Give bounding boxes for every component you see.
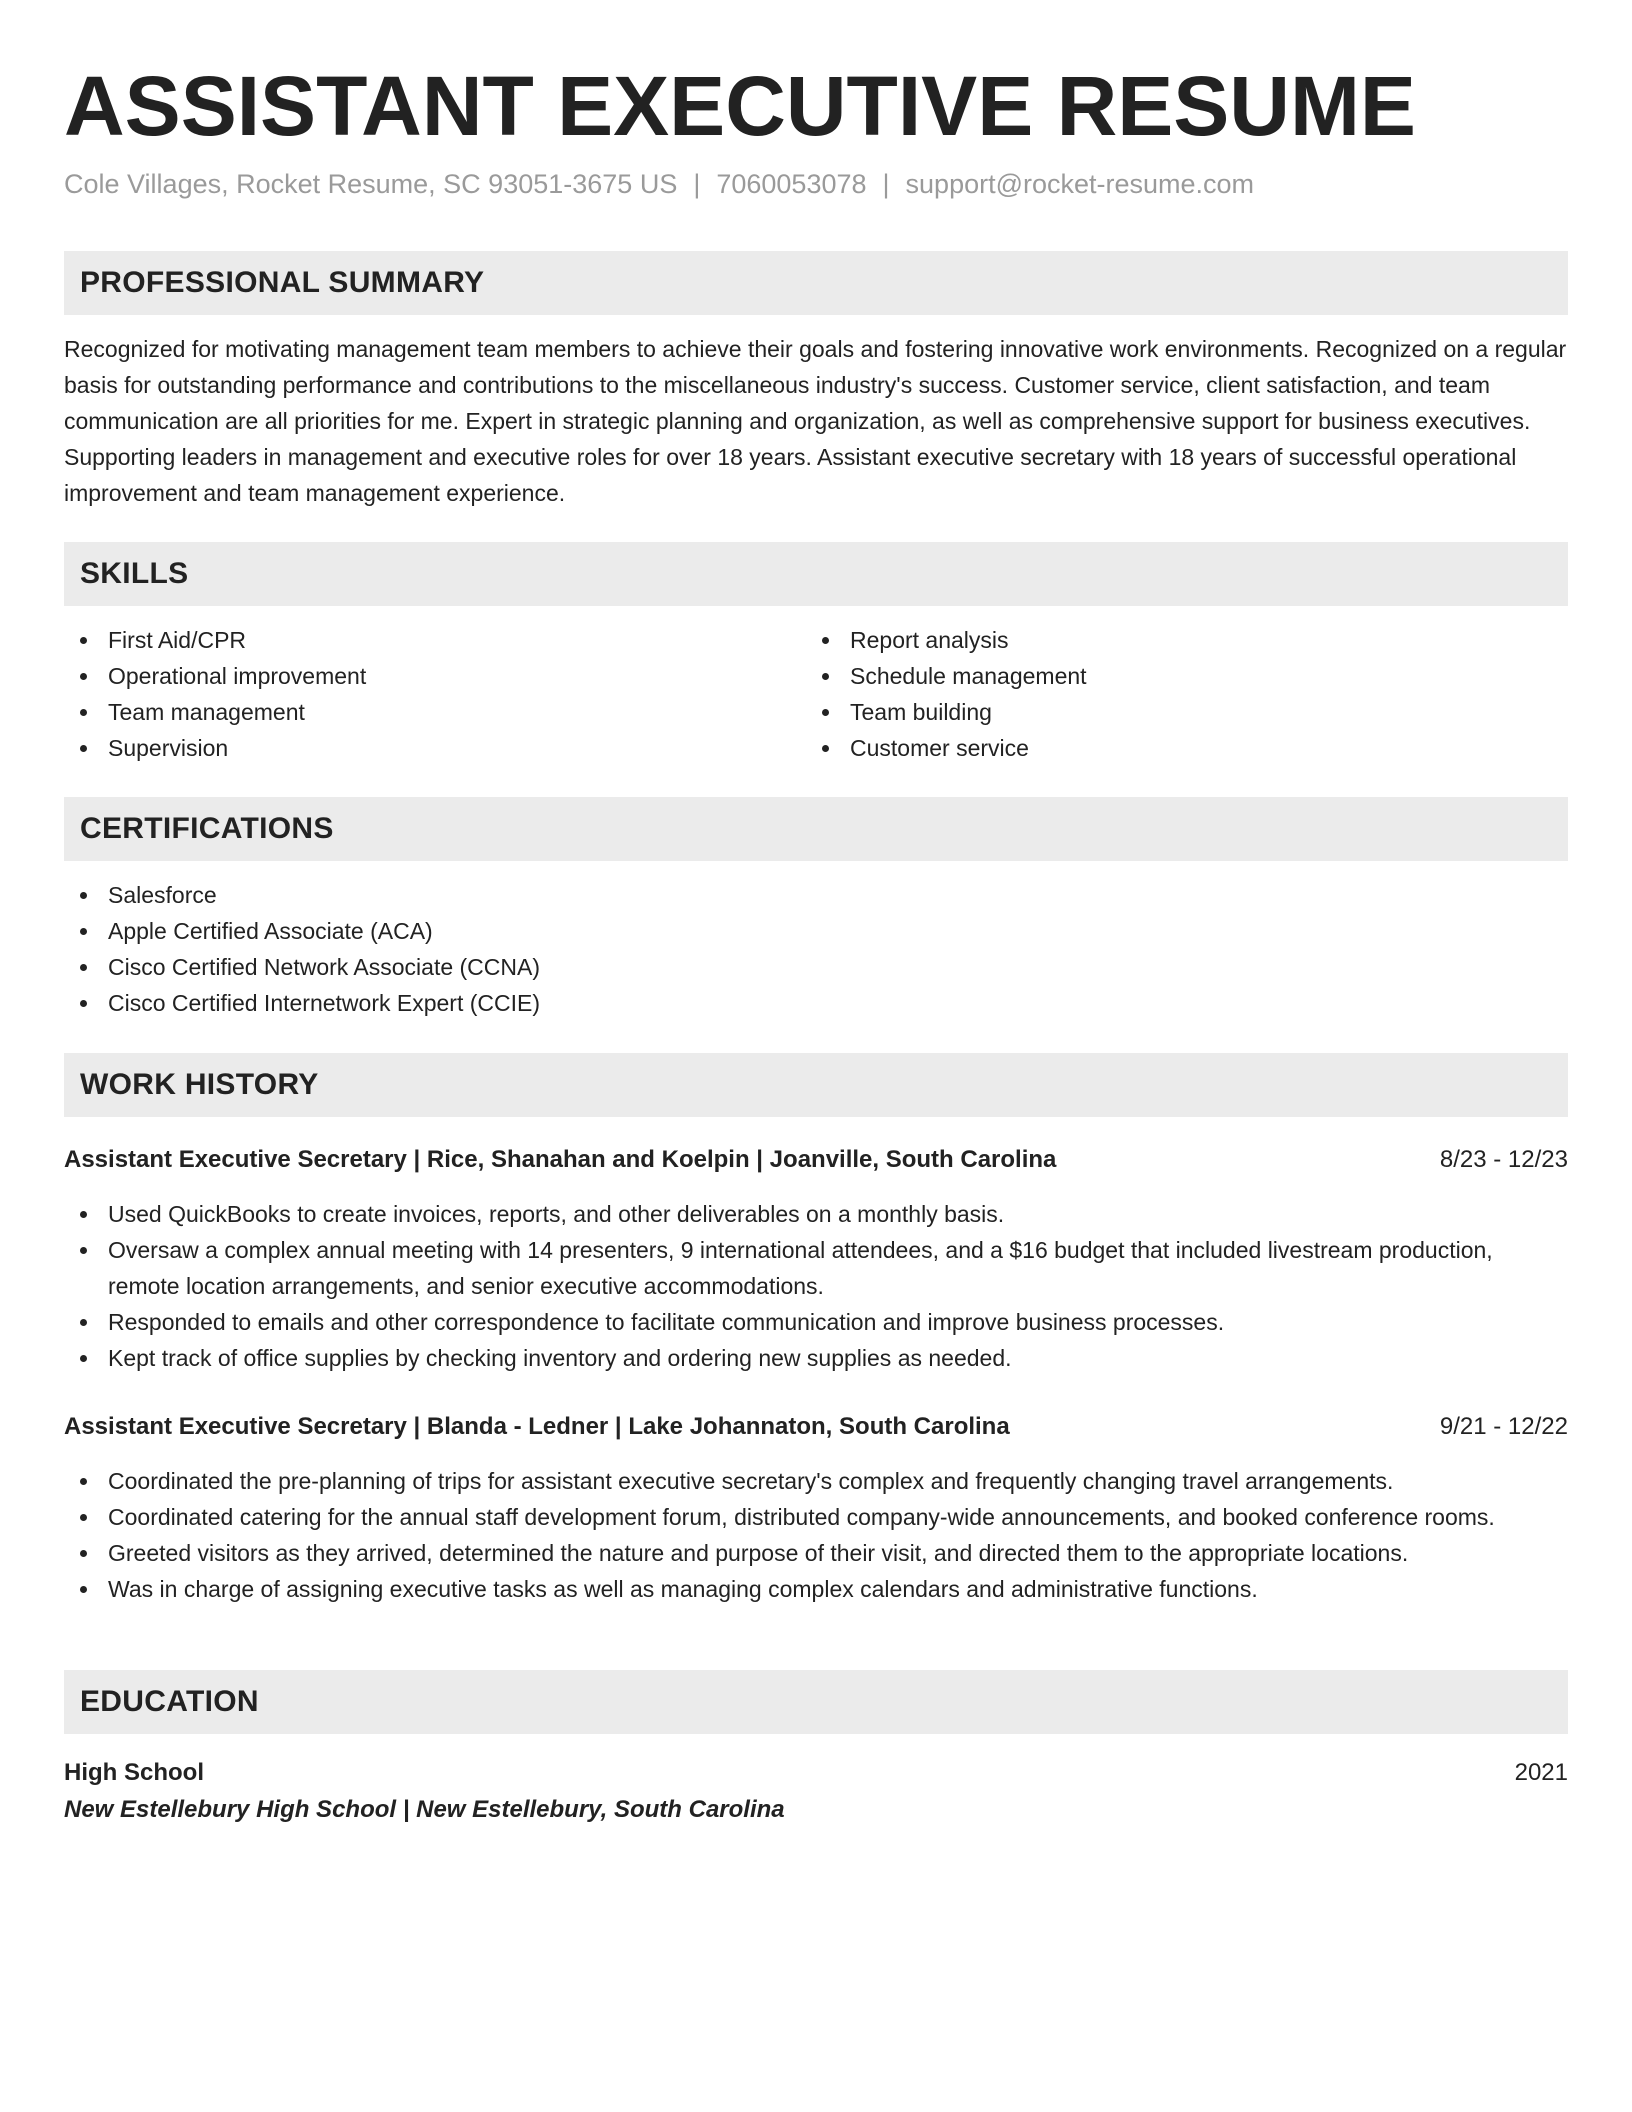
education-header: [64, 1755, 1568, 1791]
job-header: [64, 1409, 1568, 1445]
certifications-list: [64, 877, 1568, 1021]
section-heading-certifications: CERTIFICATIONS: [64, 797, 1568, 861]
skills-list-right: [806, 622, 1506, 766]
contact-phone: 7060053078: [716, 169, 867, 199]
list-item: Customer service: [806, 730, 1506, 766]
job-title: Assistant Executive Secretary | Rice, Shanahan and Koelpin | Joanville, South Carolina: [64, 1146, 1057, 1173]
section-heading-skills: SKILLS: [64, 542, 1568, 606]
list-item: Greeted visitors as they arrived, determined the nature and purpose of their visit, and directed them to the appropriate locations.: [64, 1535, 1568, 1571]
education-year: 2021: [1514, 1759, 1568, 1786]
job-dates: 8/23 - 12/23: [1439, 1146, 1568, 1173]
contact-line: [64, 166, 1254, 202]
job-bullets: [64, 1196, 1568, 1376]
contact-separator: |: [693, 169, 701, 199]
list-item: Kept track of office supplies by checking inventory and ordering new supplies as needed.: [64, 1340, 1568, 1376]
list-item: Was in charge of assigning executive tasks as well as managing complex calendars and administrative functions.: [64, 1571, 1568, 1607]
list-item: Salesforce: [64, 877, 1568, 913]
section-heading-work-history: WORK HISTORY: [64, 1053, 1568, 1117]
list-item: Supervision: [64, 730, 764, 766]
list-item: Schedule management: [806, 658, 1506, 694]
education-degree: High School: [64, 1759, 204, 1786]
job-header: [64, 1142, 1568, 1178]
list-item: Used QuickBooks to create invoices, reports, and other deliverables on a monthly basis.: [64, 1196, 1568, 1232]
section-heading-education: EDUCATION: [64, 1670, 1568, 1734]
contact-address: Cole Villages, Rocket Resume, SC 93051-3675 US: [64, 169, 678, 199]
job-bullets: [64, 1463, 1568, 1607]
list-item: Team building: [806, 694, 1506, 730]
list-item: Team management: [64, 694, 764, 730]
job-title: Assistant Executive Secretary | Blanda - Ledner | Lake Johannaton, South Carolina: [64, 1413, 1010, 1440]
contact-email: support@rocket-resume.com: [905, 169, 1255, 199]
list-item: Coordinated the pre-planning of trips for assistant executive secretary's complex and frequently changing travel arrangements.: [64, 1463, 1568, 1499]
list-item: Oversaw a complex annual meeting with 14 presenters, 9 international attendees, and a $16 budget that included livestream production, remote location arrangements, and senior executive accommodations.: [64, 1232, 1568, 1304]
job-dates: 9/21 - 12/22: [1439, 1413, 1568, 1440]
contact-separator: |: [882, 169, 890, 199]
list-item: First Aid/CPR: [64, 622, 764, 658]
list-item: Cisco Certified Network Associate (CCNA): [64, 949, 1568, 985]
list-item: Report analysis: [806, 622, 1506, 658]
list-item: Cisco Certified Internetwork Expert (CCIE): [64, 985, 1568, 1021]
list-item: Responded to emails and other correspondence to facilitate communication and improve business processes.: [64, 1304, 1568, 1340]
resume-title: ASSISTANT EXECUTIVE RESUME: [64, 59, 1416, 153]
list-item: Apple Certified Associate (ACA): [64, 913, 1568, 949]
section-heading-summary: PROFESSIONAL SUMMARY: [64, 251, 1568, 315]
summary-text: Recognized for motivating management team members to achieve their goals and fostering innovative work environments. Recognized on a regular basis for outstanding performance and contributions to the miscellaneous industry's success. Customer service, client satisfaction, and team communication are all priorities for me. Expert in strategic planning and organization, as well as comprehensive support for business executives. Supporting leaders in management and executive roles for over 18 years. Assistant executive secretary with 18 years of successful operational improvement and team management experience.: [64, 336, 1567, 506]
skills-list-left: [64, 622, 764, 766]
list-item: Coordinated catering for the annual staff development forum, distributed company-wide announcements, and booked conference rooms.: [64, 1499, 1568, 1535]
education-school: New Estellebury High School | New Estellebury, South Carolina: [64, 1796, 785, 1823]
list-item: Operational improvement: [64, 658, 764, 694]
